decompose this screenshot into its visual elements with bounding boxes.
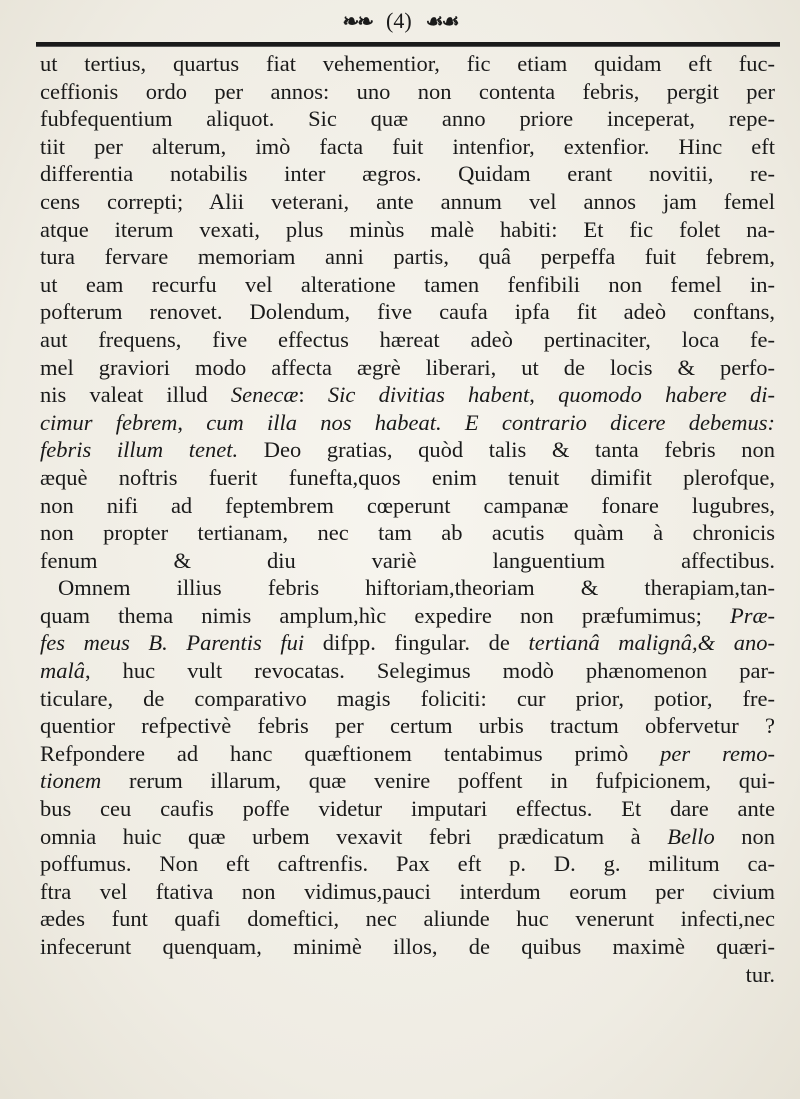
text-segment: quentior refpectivè febris per certum urbis tractum obfervetur ? xyxy=(40,713,775,739)
text-segment: atque iterum vexati, plus minùs malè habiti: Et fic folet na- xyxy=(40,216,775,242)
text-line xyxy=(40,823,775,851)
text-segment: æquè noftris fuerit funefta,quos enim tenuit dimifit plerofque, xyxy=(40,464,775,490)
text-segment: nis valeat illud xyxy=(40,382,231,408)
text-line xyxy=(40,50,775,78)
text-line xyxy=(40,878,775,906)
text-line xyxy=(40,905,775,933)
italic-segment: cimur febrem xyxy=(40,409,178,435)
text-segment: ut tertius, quartus fiat vehementior, fic etiam quidam eft fuc- xyxy=(40,51,775,76)
text-line xyxy=(40,105,775,133)
ornament-left: ❧❧ xyxy=(342,9,372,33)
italic-segment: tionem xyxy=(40,768,102,794)
text-segment: Refpondere ad hanc quæftionem tentabimus primò xyxy=(40,740,661,766)
text-segment: Deo gratias, quòd talis & tanta febris non xyxy=(238,437,775,463)
italic-segment: fes meus B. Parentis fui xyxy=(40,630,305,656)
text-segment: fubfequentium aliquot. Sic quæ anno priore inceperat, repe- xyxy=(40,106,775,132)
text-segment: tur. xyxy=(745,961,775,987)
text-line xyxy=(40,243,775,271)
text-segment: fenum & diu variè languentium affectibus. xyxy=(40,547,775,573)
text-segment: ticulare, de comparativo magis foliciti: cur prior, potior, fre- xyxy=(40,685,775,711)
text-segment: , xyxy=(529,382,559,408)
text-line xyxy=(40,464,775,492)
text-line xyxy=(40,547,775,575)
italic-segment: per remo- xyxy=(660,740,775,766)
text-line xyxy=(40,271,775,299)
italic-segment: Præ- xyxy=(730,602,775,628)
text-segment: tiit per alterum, imò facta fuit intenfior, extenfior. Hinc eft xyxy=(40,133,775,159)
text-line xyxy=(40,795,775,823)
italic-segment: cum illa nos habeat. E contrario dicere debemus: xyxy=(206,409,775,435)
text-segment: bus ceu caufis poffe videtur imputari effectus. Et dare ante xyxy=(40,796,775,822)
text-segment: mel graviori modo affecta ægrè liberari, ut de locis & perfo- xyxy=(40,354,775,380)
text-segment: non nifi ad feptembrem cœperunt campanæ fonare lugubres, xyxy=(40,492,775,518)
text-line xyxy=(40,574,775,602)
text-line xyxy=(40,133,775,161)
text-segment: ftra vel ftativa non vidimus,pauci interdum eorum per civium xyxy=(40,878,775,904)
header-rule xyxy=(36,42,780,47)
text-line xyxy=(40,740,775,768)
text-line xyxy=(40,602,775,630)
page-header xyxy=(0,8,800,38)
text-line xyxy=(40,298,775,326)
text-segment: differentia notabilis inter ægros. Quidam erant novitii, re- xyxy=(40,161,775,187)
italic-segment: tertianâ malignâ,& ano- xyxy=(528,630,775,656)
text-line xyxy=(40,381,775,409)
italic-segment: Bello xyxy=(667,823,715,849)
text-line xyxy=(40,685,775,713)
text-segment: non propter tertianam, nec tam ab acutis quàm à chronicis xyxy=(40,520,775,546)
italic-segment: quomodo habere di- xyxy=(558,382,775,408)
text-segment: omnia huic quæ urbem vexavit febri prædicatum à xyxy=(40,823,668,849)
text-line xyxy=(40,850,775,878)
text-line xyxy=(40,629,775,657)
text-line xyxy=(40,216,775,244)
text-segment: , xyxy=(177,409,207,435)
text-segment: tura fervare memoriam anni partis, quâ perpeffa fuit febrem, xyxy=(40,244,775,270)
ornament-right: ☙☙ xyxy=(425,9,458,33)
text-segment: cens correpti; Alii veterani, ante annum vel annos jam femel xyxy=(40,188,775,214)
text-line xyxy=(40,78,775,106)
text-line xyxy=(40,767,775,795)
text-line xyxy=(40,657,775,685)
text-line xyxy=(40,160,775,188)
text-line xyxy=(40,712,775,740)
text-line xyxy=(40,409,775,437)
page-number: (4) xyxy=(386,8,412,33)
text-segment: rerum illarum, quæ venire poffent in fufpicionem, qui- xyxy=(101,768,775,794)
text-line xyxy=(40,436,775,464)
text-line xyxy=(40,519,775,547)
text-line xyxy=(40,961,775,989)
text-segment: pofterum renovet. Dolendum, five caufa ipfa fit adeò conftans, xyxy=(40,299,775,325)
text-segment: difpp. fingular. de xyxy=(304,630,529,656)
italic-segment: Sic divitias habent xyxy=(327,382,530,408)
italic-segment: febris illum tenet. xyxy=(40,437,239,463)
text-line xyxy=(40,933,775,961)
text-segment: poffumus. Non eft caftrenfis. Pax eft p. D. g. militum ca- xyxy=(40,851,775,877)
text-line xyxy=(40,492,775,520)
text-segment: Omnem illius febris hiftoriam,theoriam & therapiam,tan- xyxy=(58,575,775,601)
italic-segment: Senecæ xyxy=(230,382,299,408)
text-segment: non xyxy=(714,823,775,849)
text-line xyxy=(40,354,775,382)
text-segment: ceffionis ordo per annos: uno non contenta febris, pergit per xyxy=(40,78,775,104)
text-segment: , huc vult revocatas. Selegimus modò phænomenon par- xyxy=(85,658,775,684)
text-segment: ut eam recurfu vel alteratione tamen fenfibili non femel in- xyxy=(40,271,775,297)
text-segment: ædes funt quafi domeftici, nec aliunde huc venerunt infecti,nec xyxy=(40,906,775,932)
body-text xyxy=(40,50,775,988)
text-line xyxy=(40,326,775,354)
text-segment: aut frequens, five effectus hæreat adeò pertinaciter, loca fe- xyxy=(40,326,775,352)
italic-segment: malâ xyxy=(40,658,85,684)
text-segment: infecerunt quenquam, minimè illos, de quibus maximè quæri- xyxy=(40,934,775,959)
text-line xyxy=(40,188,775,216)
text-segment: quam thema nimis amplum,hìc expedire non præfumimus; xyxy=(40,602,730,628)
text-segment: : xyxy=(298,382,328,408)
